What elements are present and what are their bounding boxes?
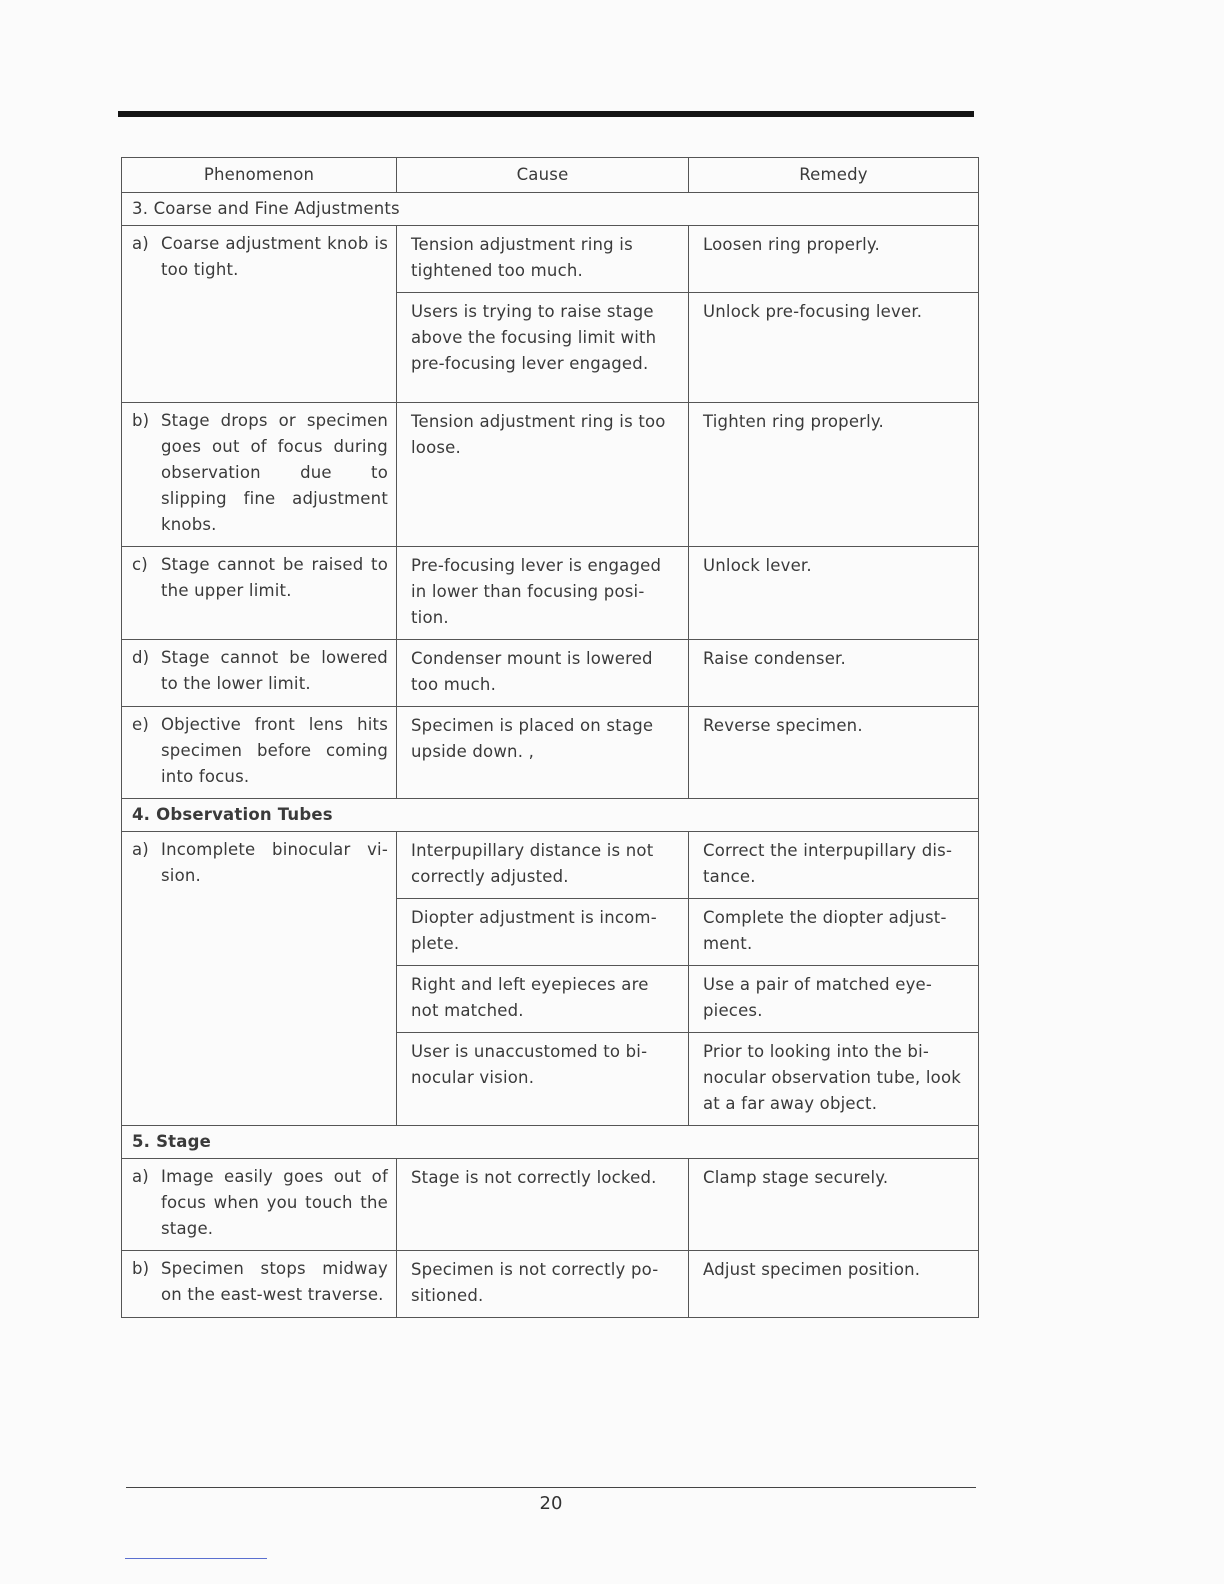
phenomenon-cell [122,547,397,640]
header-phenomenon: Phenomenon [122,158,397,193]
top-rule [118,111,974,117]
remedy-cell: Clamp stage securely. [689,1159,979,1251]
cause-cell: User is unaccustomed to bi-nocular vision. [397,1033,689,1126]
table-row [122,403,979,547]
cause-cell: Diopter adjustment is incom-plete. [397,899,689,966]
phenomenon-cell [122,707,397,799]
remedy-cell: Prior to looking into the bi-nocular observation tube, look at a far away object. [689,1033,979,1126]
table-row [122,547,979,640]
item-label: e) [132,715,149,734]
table-row [122,1251,979,1318]
remedy-cell: Unlock pre-focusing lever. [689,293,979,403]
item-label: c) [132,555,148,574]
footer-rule [126,1487,976,1488]
item-label: d) [132,648,150,667]
phenomenon-cell [122,832,397,1126]
phenomenon-text: Stage drops or specimen goes out of focus during observation due to slipping fine adjustment knobs. [161,411,388,534]
phenomenon-cell [122,226,397,403]
section-title: 4. Observation Tubes [122,799,979,832]
cause-cell: Tension adjustment ring is tightened too much. [397,226,689,293]
phenomenon-text: Incomplete binocular vi-sion. [161,840,388,885]
cause-cell: Condenser mount is lowered too much. [397,640,689,707]
phenomenon-text: Objective front lens hits specimen before coming into focus. [161,715,388,786]
item-label: a) [132,840,149,859]
remedy-cell: Adjust specimen position. [689,1251,979,1318]
remedy-cell: Tighten ring properly. [689,403,979,547]
corner-line [125,1558,267,1559]
remedy-cell: Loosen ring properly. [689,226,979,293]
table-row [122,640,979,707]
phenomenon-cell [122,1159,397,1251]
cause-cell: Interpupillary distance is not correctly adjusted. [397,832,689,899]
cause-cell: Stage is not correctly locked. [397,1159,689,1251]
table-row [122,226,979,293]
phenomenon-text: Image easily goes out of focus when you touch the stage. [161,1167,388,1238]
section-row [122,193,979,226]
item-label: a) [132,234,149,253]
phenomenon-text: Specimen stops midway on the east-west traverse. [161,1259,388,1304]
item-label: b) [132,411,150,430]
section-row [122,1126,979,1159]
table-row [122,707,979,799]
phenomenon-text: Stage cannot be lowered to the lower limit. [161,648,388,693]
item-label: a) [132,1167,149,1186]
phenomenon-cell [122,1251,397,1318]
cause-cell: Specimen is placed on stage upside down. , [397,707,689,799]
page-number: 20 [539,1493,563,1514]
phenomenon-cell [122,403,397,547]
cause-cell: Pre-focusing lever is engaged in lower than focusing posi-tion. [397,547,689,640]
section-row [122,799,979,832]
section-title: 5. Stage [122,1126,979,1159]
phenomenon-text: Stage cannot be raised to the upper limit. [161,555,388,600]
remedy-cell: Use a pair of matched eye-pieces. [689,966,979,1033]
header-remedy: Remedy [689,158,979,193]
cause-cell: Specimen is not correctly po-sitioned. [397,1251,689,1318]
cause-cell: Users is trying to raise stage above the focusing limit with pre-focusing lever engaged. [397,293,689,403]
phenomenon-text: Coarse adjustment knob is too tight. [161,234,388,279]
section-title: 3. Coarse and Fine Adjustments [122,193,979,226]
header-cause: Cause [397,158,689,193]
troubleshooting-table [121,157,979,1318]
table-row [122,1159,979,1251]
remedy-cell: Correct the interpupillary dis-tance. [689,832,979,899]
remedy-cell: Reverse specimen. [689,707,979,799]
phenomenon-cell [122,640,397,707]
item-label: b) [132,1259,150,1278]
remedy-cell: Unlock lever. [689,547,979,640]
remedy-cell: Complete the diopter adjust-ment. [689,899,979,966]
cause-cell: Tension adjustment ring is too loose. [397,403,689,547]
remedy-cell: Raise condenser. [689,640,979,707]
header-row [122,158,979,193]
table-row [122,832,979,899]
cause-cell: Right and left eyepieces are not matched. [397,966,689,1033]
